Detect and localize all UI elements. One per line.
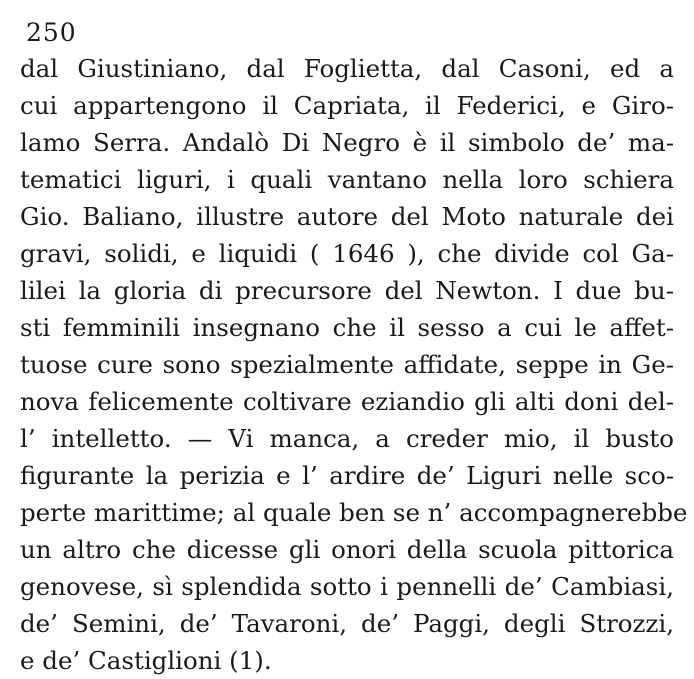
text-line: de’ Semini, de’ Tavaroni, de’ Paggi, degli Strozzi,: [20, 609, 674, 638]
text-line: figurante la perizia e l’ ardire de’ Liguri nelle sco-: [20, 461, 674, 490]
text-line: sti femminili insegnano che il sesso a cui le affet-: [20, 313, 674, 342]
text-line: lamo Serra. Andalò Di Negro è il simbolo de’ ma-: [20, 128, 674, 157]
book-page: [20, 16, 688, 679]
text-line: tematici liguri, i quali vantano nella loro schiera: [20, 165, 674, 194]
text-line: e de’ Castiglioni (1).: [20, 646, 272, 675]
text-line: tuose cure sono spezialmente affidate, seppe in Ge-: [20, 350, 674, 379]
text-line: gravi, solidi, e liquidi ( 1646 ), che divide col Ga-: [20, 239, 674, 268]
text-line: perte marittime; al quale ben se n’ accompagnerebbe: [20, 498, 688, 527]
body-text: [20, 50, 688, 679]
text-line: cui appartengono il Capriata, il Federici, e Giro-: [20, 91, 674, 120]
text-line: genovese, sì splendida sotto i pennelli de’ Cambiasi,: [20, 572, 674, 601]
page-number: 250: [26, 18, 77, 47]
text-line: dal Giustiniano, dal Foglietta, dal Casoni, ed a: [20, 54, 674, 83]
text-line: Gio. Baliano, illustre autore del Moto naturale dei: [20, 202, 674, 231]
text-line: lilei la gloria di precursore del Newton. I due bu-: [20, 276, 674, 305]
text-line: nova felicemente coltivare eziandio gli alti doni del-: [20, 387, 674, 416]
text-line: l’ intelletto. — Vi manca, a creder mio, il busto: [20, 424, 674, 453]
text-line: un altro che dicesse gli onori della scuola pittorica: [20, 535, 674, 564]
